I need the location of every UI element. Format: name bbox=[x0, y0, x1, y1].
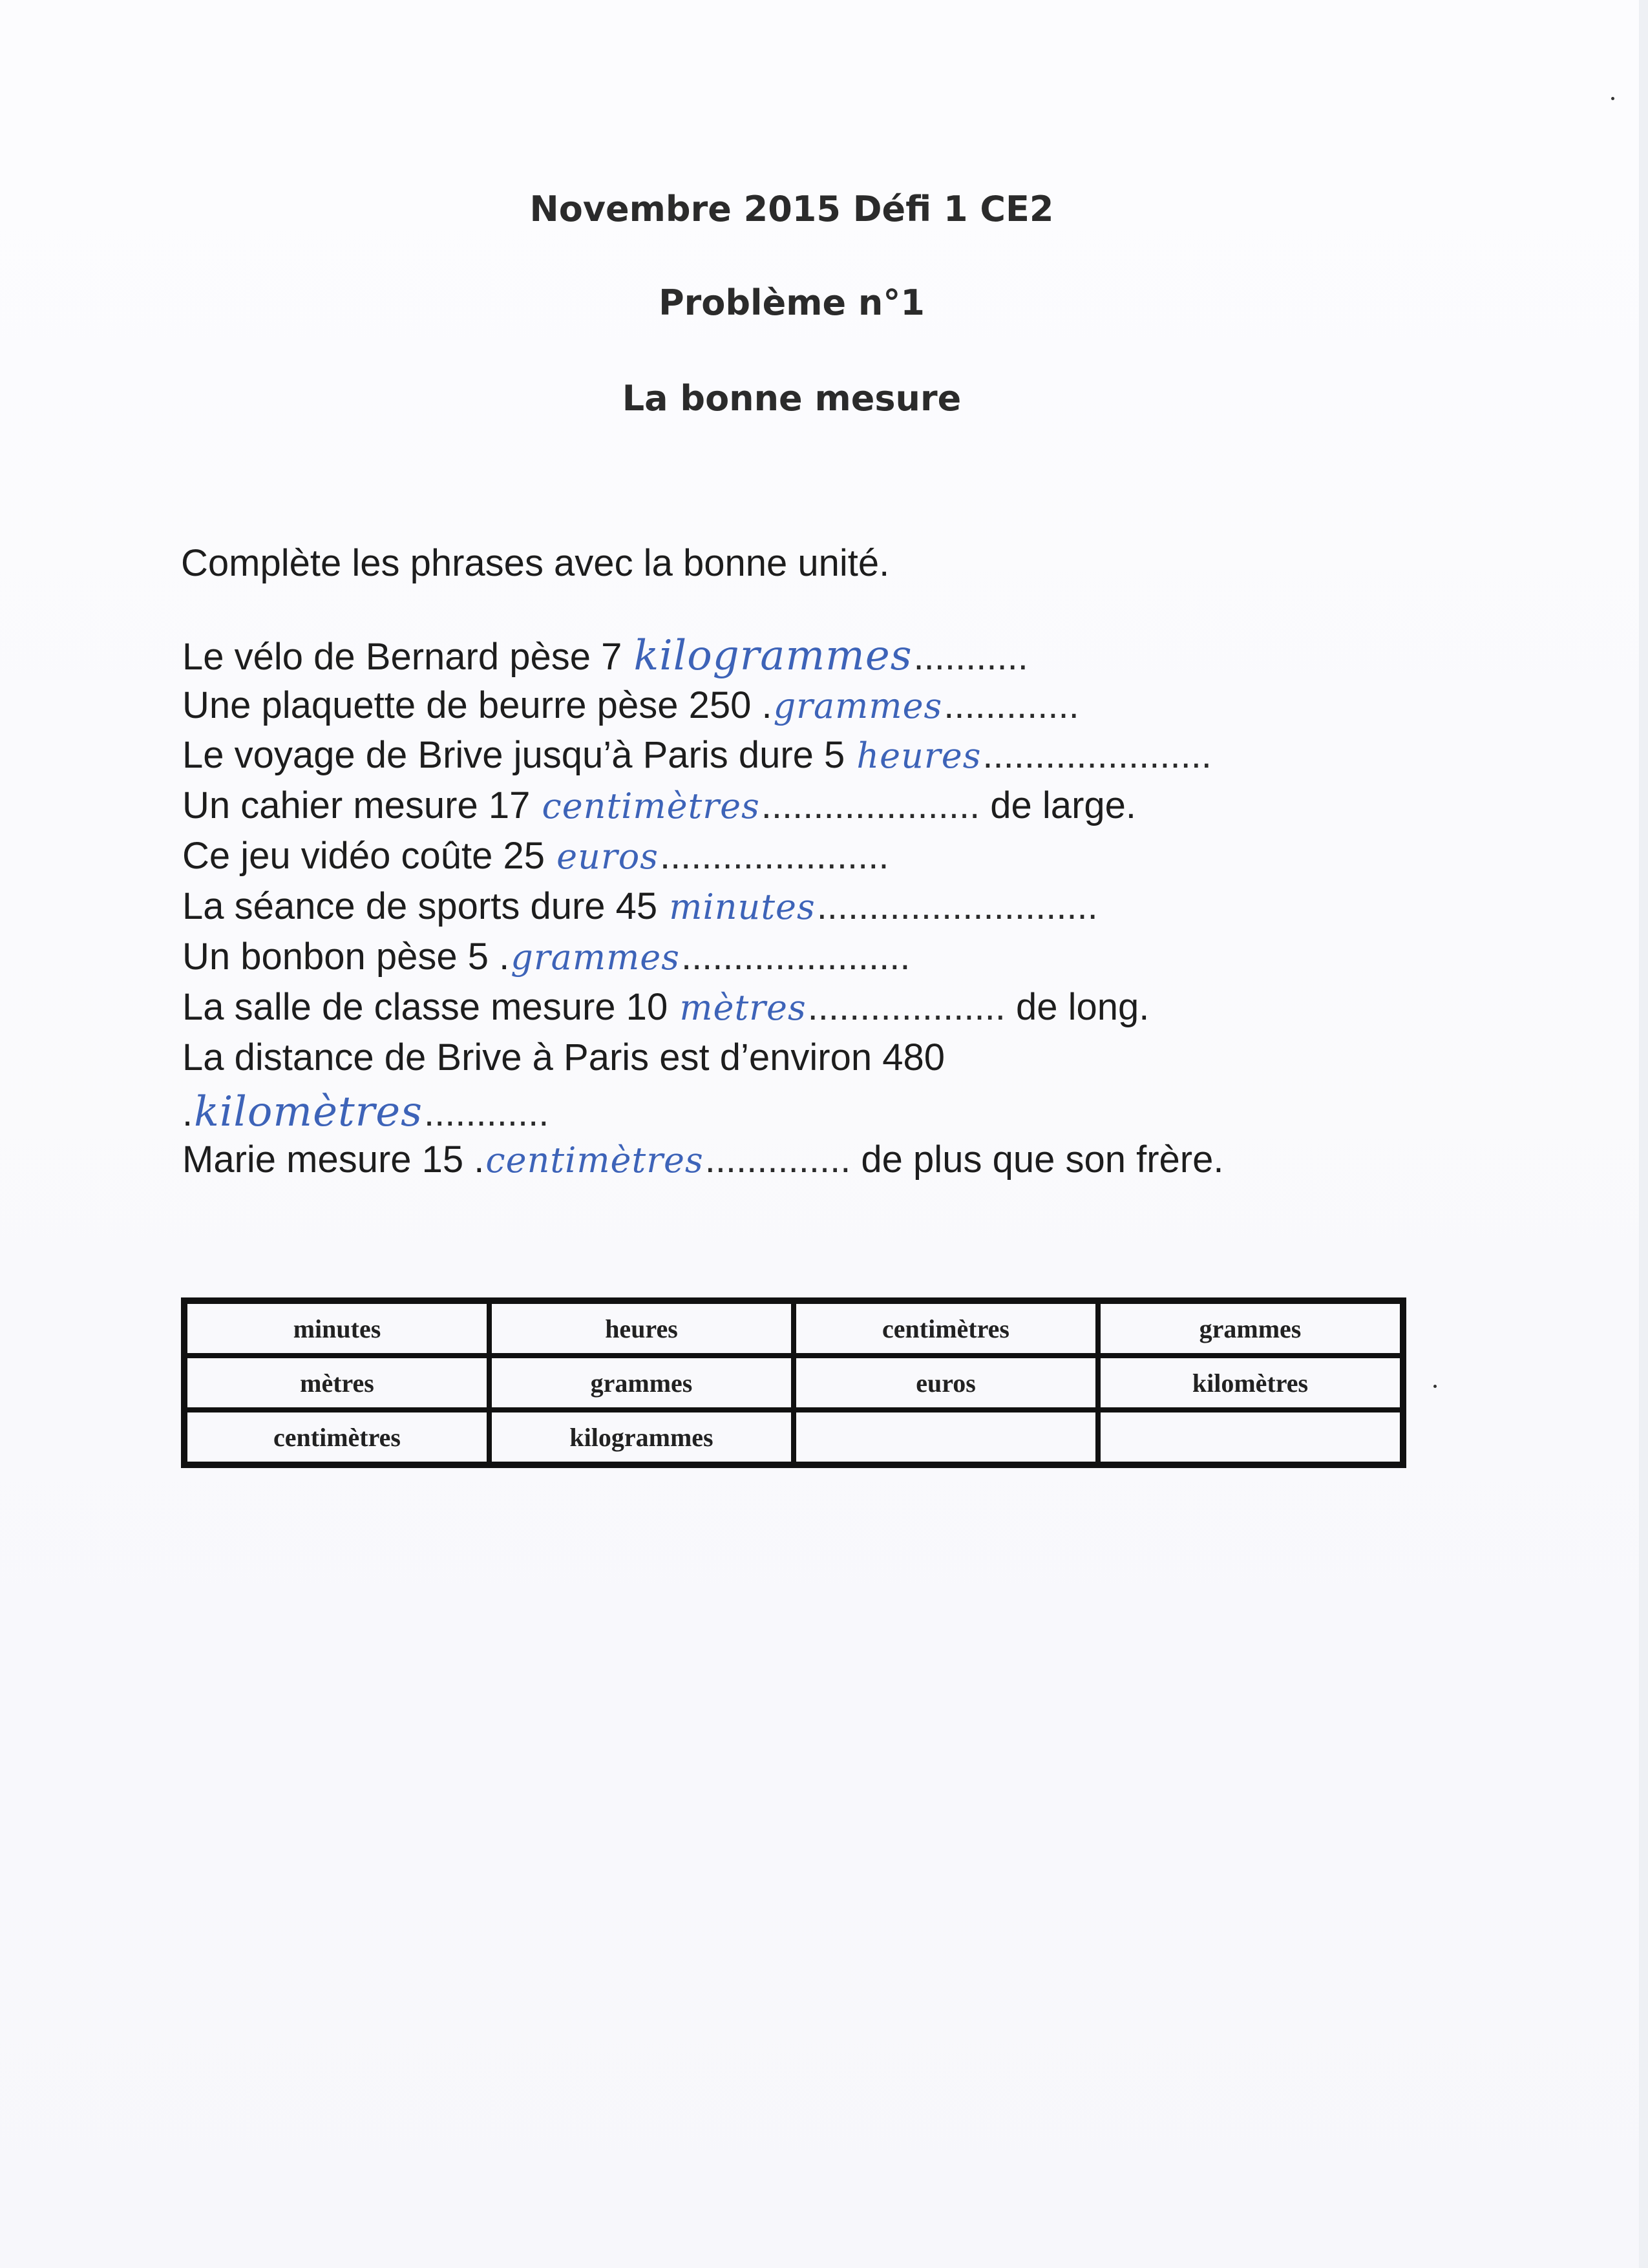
handwritten-answer: grammes bbox=[511, 937, 680, 978]
handwritten-answer: centimètres bbox=[485, 1140, 704, 1181]
handwritten-answer: centimètres bbox=[542, 786, 760, 826]
table-cell: minutes bbox=[185, 1301, 489, 1356]
answer-dots: .............. bbox=[704, 1139, 861, 1181]
sentence-suffix: de long. bbox=[1015, 986, 1150, 1028]
sentence-text: Un cahier mesure 17 bbox=[182, 784, 541, 826]
table-cell: heures bbox=[489, 1301, 794, 1356]
answer-dots: ............ bbox=[423, 1092, 549, 1134]
answer-dots: ........................... bbox=[816, 885, 1098, 927]
table-cell: kilogrammes bbox=[489, 1410, 794, 1464]
sentence-1 bbox=[182, 633, 1028, 680]
problem-subtitle: La bonne mesure bbox=[622, 378, 962, 419]
sentence-7 bbox=[182, 934, 910, 980]
sentence-6 bbox=[182, 884, 1098, 930]
sentence-text: La distance de Brive à Paris est d’environ 480 bbox=[182, 1036, 945, 1078]
answer-dots: ..................... bbox=[761, 784, 991, 826]
sentence-5 bbox=[182, 834, 889, 879]
answer-dots: ........... bbox=[913, 636, 1028, 678]
units-table bbox=[181, 1297, 1406, 1468]
table-cell bbox=[1098, 1410, 1402, 1464]
table-cell: grammes bbox=[489, 1356, 794, 1410]
table-cell: kilomètres bbox=[1098, 1356, 1402, 1410]
handwritten-answer: mètres bbox=[679, 987, 807, 1028]
sentence-text: Le voyage de Brive jusqu’à Paris dure 5 bbox=[182, 734, 856, 776]
handwritten-answer: kilogrammes bbox=[633, 632, 913, 680]
sentence-4 bbox=[182, 783, 1136, 829]
sentence-8 bbox=[182, 985, 1149, 1031]
table-row bbox=[185, 1356, 1402, 1410]
table-cell: centimètres bbox=[185, 1410, 489, 1464]
sentence-3 bbox=[182, 733, 1212, 779]
answer-dots: ...................... bbox=[982, 734, 1212, 776]
sentence-9 bbox=[182, 1035, 947, 1081]
sentence-text: Ce jeu vidéo coûte 25 bbox=[182, 835, 556, 877]
answer-dots: ...................... bbox=[681, 936, 911, 978]
handwritten-answer: euros bbox=[556, 836, 659, 877]
sentence-text: Un bonbon pèse 5 . bbox=[182, 936, 510, 978]
sentence-10 bbox=[182, 1137, 1223, 1183]
sentence-text: Marie mesure 15 . bbox=[182, 1139, 485, 1181]
sentence-suffix: de large. bbox=[990, 784, 1137, 826]
table-cell: centimètres bbox=[794, 1301, 1098, 1356]
answer-dots: ...................... bbox=[659, 835, 889, 877]
sentence-2 bbox=[182, 683, 1079, 729]
sentence-text: . bbox=[182, 1092, 193, 1134]
answer-dots: ............. bbox=[944, 684, 1079, 726]
sentence-text: La séance de sports dure 45 bbox=[182, 885, 668, 927]
table-cell: mètres bbox=[185, 1356, 489, 1410]
sentence-9-continued bbox=[182, 1089, 549, 1136]
table-cell bbox=[794, 1410, 1098, 1464]
page-edge bbox=[1639, 0, 1648, 2268]
handwritten-answer: grammes bbox=[773, 686, 943, 726]
handwritten-answer: heures bbox=[856, 735, 982, 776]
handwritten-answer: minutes bbox=[669, 887, 816, 927]
worksheet-title: Novembre 2015 Défi 1 CE2 bbox=[529, 189, 1054, 229]
table-row bbox=[185, 1301, 1402, 1356]
table-row bbox=[185, 1410, 1402, 1464]
answer-dots: ................... bbox=[807, 986, 1016, 1028]
table-cell: grammes bbox=[1098, 1301, 1402, 1356]
sentence-text: La salle de classe mesure 10 bbox=[182, 986, 679, 1028]
table-cell: euros bbox=[794, 1356, 1098, 1410]
problem-number: Problème n°1 bbox=[659, 282, 925, 323]
scan-speck bbox=[1611, 97, 1614, 100]
instruction-text: Complète les phrases avec la bonne unité. bbox=[181, 542, 890, 584]
sentence-text: Le vélo de Bernard pèse 7 bbox=[182, 636, 633, 678]
scan-speck bbox=[1433, 1385, 1437, 1388]
sentence-text: Une plaquette de beurre pèse 250 . bbox=[182, 684, 772, 726]
handwritten-answer: kilomètres bbox=[194, 1088, 423, 1136]
sentence-suffix: de plus que son frère. bbox=[861, 1139, 1224, 1181]
